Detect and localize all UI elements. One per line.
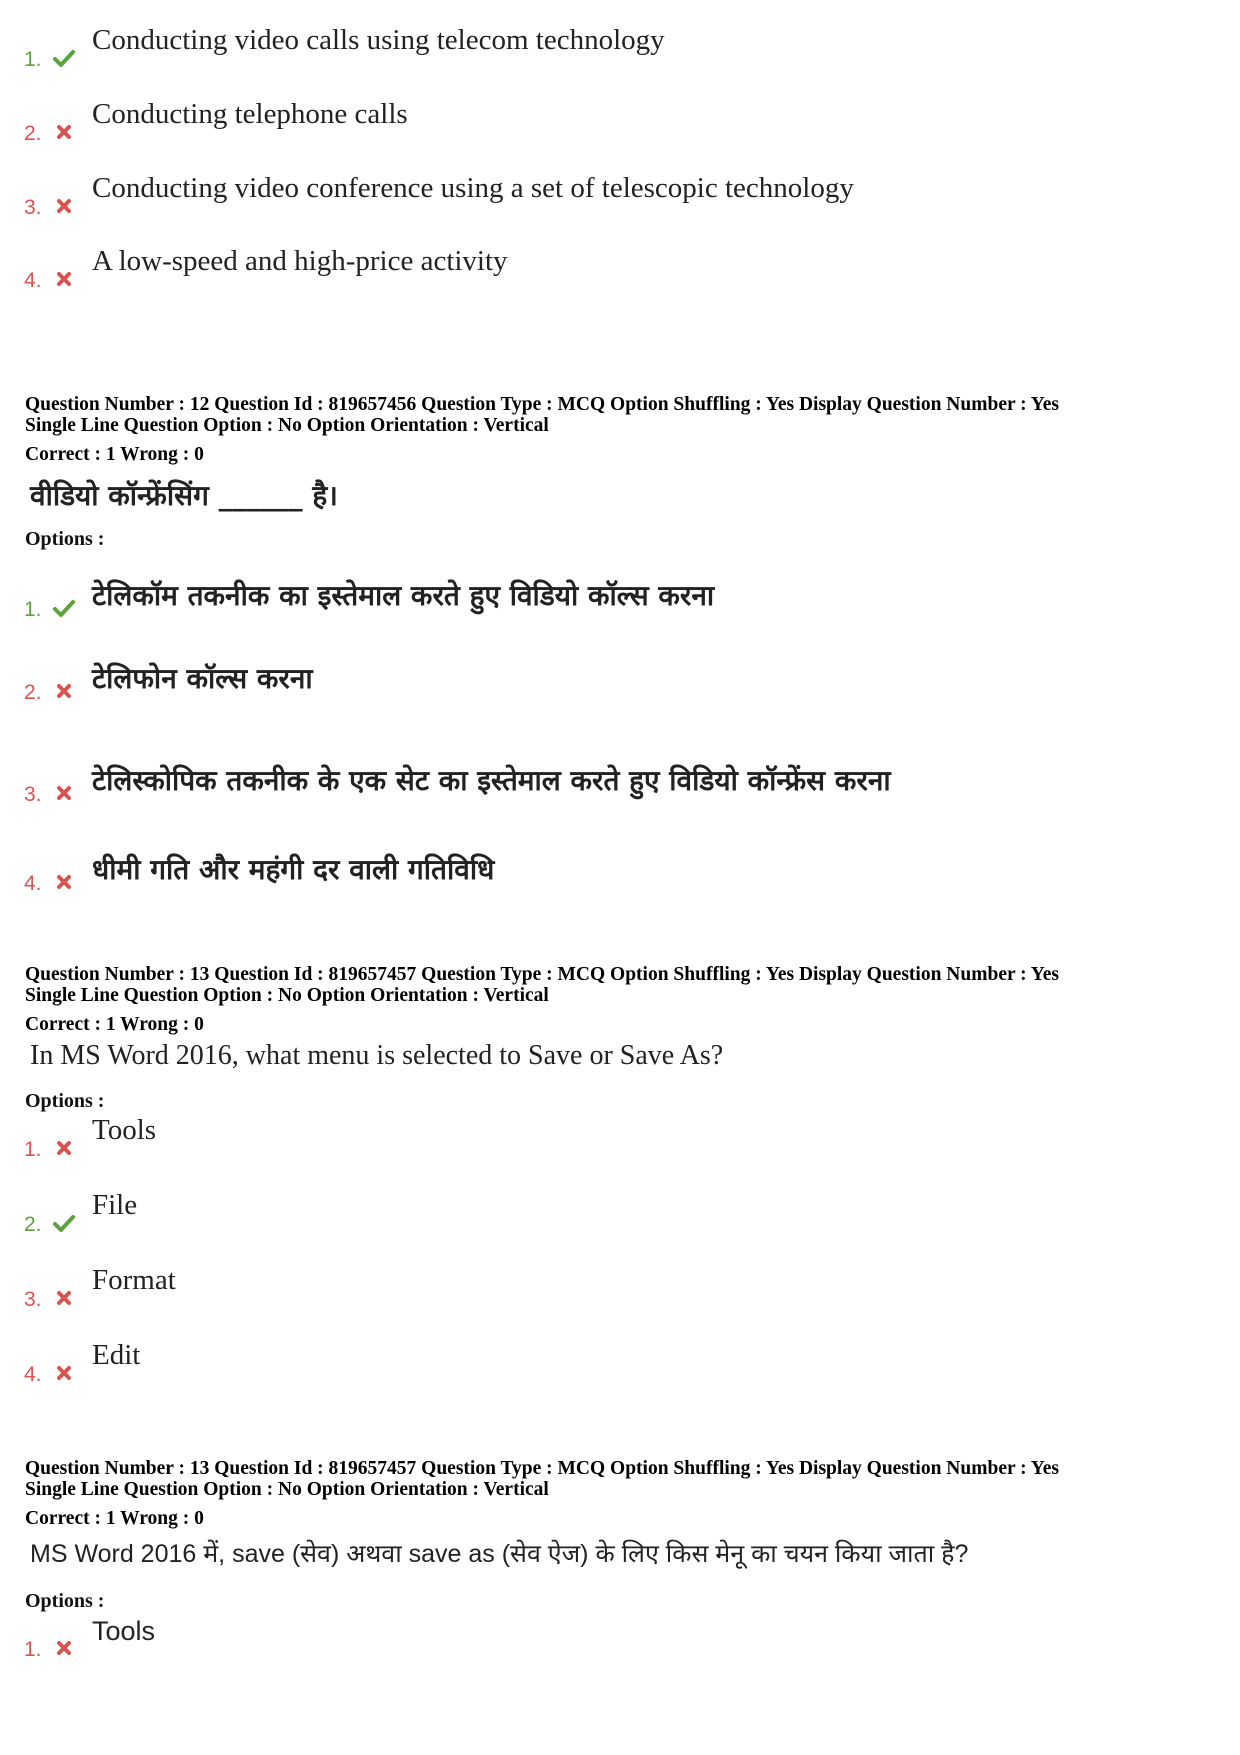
question-meta: [25, 394, 1059, 436]
option-text: टेलिस्कोपिक तकनीक के एक सेट का इस्तेमाल करते हुए विडियो कॉन्फ्रेंस करना: [92, 764, 891, 797]
question-meta-line: Single Line Question Option : No Option Orientation : Vertical: [25, 985, 549, 1006]
option-text: टेलिकॉम तकनीक का इस्तेमाल करते हुए विडियो कॉल्स करना: [92, 579, 715, 612]
option-text: टेलिफोन कॉल्स करना: [92, 662, 313, 695]
option-text: A low-speed and high-price activity: [92, 245, 508, 277]
check-icon: [52, 46, 76, 70]
option-text: Tools: [92, 1114, 157, 1146]
score-meta: Correct : 1 Wrong : 0: [25, 444, 204, 465]
option-number: 1.: [24, 1638, 42, 1661]
option-number: 3.: [24, 196, 42, 219]
question-meta-line: Single Line Question Option : No Option Orientation : Vertical: [25, 415, 549, 436]
question-meta-line: Question Number : 12 Question Id : 819657456 Question Type : MCQ Option Shuffling : Yes Display Question Number : Yes: [25, 394, 1059, 415]
option-text: Edit: [92, 1339, 141, 1371]
question-meta: [25, 964, 1059, 1006]
option-text: Conducting video conference using a set of telescopic technology: [92, 172, 854, 204]
cross-icon: [52, 679, 76, 703]
option-text: Format: [92, 1264, 176, 1296]
question-text: In MS Word 2016, what menu is selected to Save or Save As?: [30, 1040, 724, 1071]
score-meta: Correct : 1 Wrong : 0: [25, 1014, 204, 1035]
option-text: Conducting telephone calls: [92, 98, 408, 130]
check-icon: [52, 1211, 76, 1235]
options-label: Options :: [25, 1090, 105, 1112]
option-number: 4.: [24, 269, 42, 292]
option-number: 2.: [24, 681, 42, 704]
option-number: 4.: [24, 1363, 42, 1386]
question-meta-line: Question Number : 13 Question Id : 819657457 Question Type : MCQ Option Shuffling : Yes Display Question Number : Yes: [25, 964, 1059, 985]
question-meta-line: Question Number : 13 Question Id : 819657457 Question Type : MCQ Option Shuffling : Yes Display Question Number : Yes: [25, 1458, 1059, 1479]
option-number: 4.: [24, 872, 42, 895]
question-text: MS Word 2016 में, save (सेव) अथवा save as (सेव ऐज) के लिए किस मेनू का चयन किया जाता है?: [30, 1540, 969, 1568]
question-meta: [25, 1458, 1059, 1500]
cross-icon: [52, 194, 76, 218]
cross-icon: [52, 1636, 76, 1660]
check-icon: [52, 596, 76, 620]
option-number: 1.: [24, 48, 42, 71]
cross-icon: [52, 120, 76, 144]
cross-icon: [52, 781, 76, 805]
option-number: 3.: [24, 1288, 42, 1311]
option-number: 3.: [24, 783, 42, 806]
option-text: धीमी गति और महंगी दर वाली गतिविधि: [92, 853, 495, 886]
cross-icon: [52, 267, 76, 291]
option-number: 1.: [24, 598, 42, 621]
option-text: Conducting video calls using telecom technology: [92, 24, 665, 56]
cross-icon: [52, 1136, 76, 1160]
question-text: वीडियो कॉन्फ्रेंसिंग ______ है।: [30, 479, 338, 512]
option-number: 2.: [24, 122, 42, 145]
options-label: Options :: [25, 1590, 105, 1612]
score-meta: Correct : 1 Wrong : 0: [25, 1508, 204, 1529]
cross-icon: [52, 870, 76, 894]
options-label: Options :: [25, 528, 105, 550]
cross-icon: [52, 1361, 76, 1385]
question-meta-line: Single Line Question Option : No Option Orientation : Vertical: [25, 1479, 549, 1500]
cross-icon: [52, 1286, 76, 1310]
option-number: 2.: [24, 1213, 42, 1236]
option-text: Tools: [92, 1616, 156, 1646]
option-number: 1.: [24, 1138, 42, 1161]
option-text: File: [92, 1189, 138, 1221]
